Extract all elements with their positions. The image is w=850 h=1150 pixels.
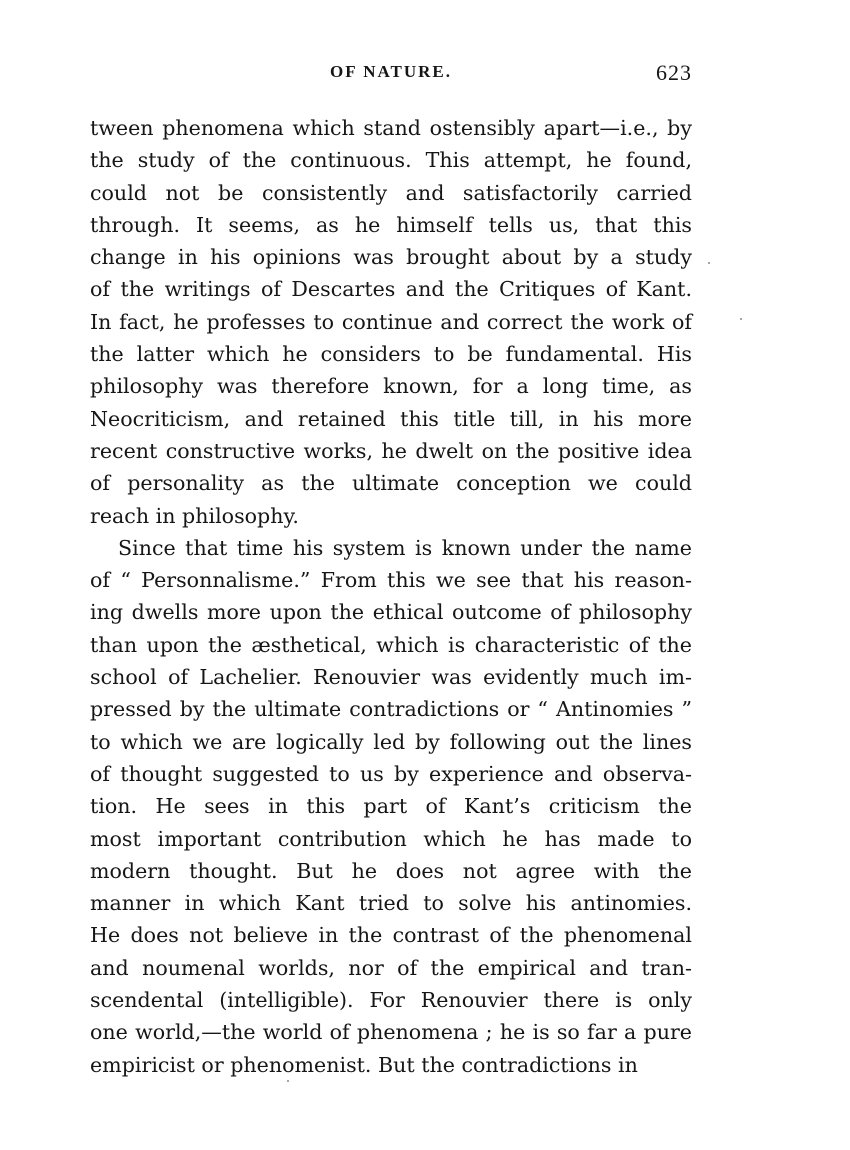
paragraph — [90, 532, 692, 1081]
speck-mark — [740, 318, 742, 320]
text-line: scendental (intelligible). For Renouvier there is only — [90, 988, 692, 1013]
text-line: most important contribution which he has made to — [90, 826, 692, 851]
text-line: Neocriticism, and retained this title till, in his more — [90, 406, 692, 431]
text-line: could not be consistently and satisfactorily carried — [90, 180, 692, 205]
paragraph — [90, 112, 692, 532]
text-line: to which we are logically led by following out the lines — [90, 729, 692, 754]
text-line: Since that time his system is known under the name — [118, 535, 692, 560]
speck-mark — [708, 262, 710, 264]
text-line: the study of the continuous. This attempt, he found, — [90, 148, 692, 173]
text-line: ing dwells more upon the ethical outcome of philosophy — [90, 600, 692, 625]
text-line: through. It seems, as he himself tells us, that this — [90, 212, 692, 237]
text-line: reach in philosophy. — [90, 503, 299, 528]
text-line: of the writings of Descartes and the Critiques of Kant. — [90, 277, 692, 302]
text-line: one world,—the world of phenomena ; he is so far a pure — [90, 1020, 692, 1045]
text-line: manner in which Kant tried to solve his antinomies. — [90, 891, 692, 916]
text-line: change in his opinions was brought about by a study — [90, 245, 692, 270]
text-line: In fact, he professes to continue and correct the work of — [90, 309, 692, 334]
speck-mark — [287, 1080, 289, 1082]
text-line: pressed by the ultimate contradictions or “ Antinomies ” — [90, 697, 692, 722]
page-number: 623 — [656, 60, 692, 85]
running-title: OF NATURE. — [330, 62, 452, 81]
text-line: of thought suggested to us by experience and observa- — [90, 761, 692, 786]
text-line: tion. He sees in this part of Kant’s criticism the — [90, 794, 692, 819]
text-line: modern thought. But he does not agree with the — [90, 858, 692, 883]
body-text — [90, 112, 692, 1081]
text-line: and noumenal worlds, nor of the empirical and tran- — [90, 955, 692, 980]
text-line: He does not believe in the contrast of the phenomenal — [90, 923, 692, 948]
text-line: philosophy was therefore known, for a long time, as — [90, 374, 692, 399]
text-line: of personality as the ultimate conception we could — [90, 471, 692, 496]
text-line: empiricist or phenomenist. But the contradictions in — [90, 1052, 638, 1077]
text-line: school of Lachelier. Renouvier was evidently much im- — [90, 665, 692, 690]
page-header — [90, 62, 692, 90]
text-line: recent constructive works, he dwelt on the positive idea — [90, 438, 692, 463]
text-line: than upon the æsthetical, which is characteristic of the — [90, 632, 692, 657]
text-line: of “ Personnalisme.” From this we see that his reason- — [90, 568, 692, 593]
text-line: the latter which he considers to be fundamental. His — [90, 342, 692, 367]
text-line: tween phenomena which stand ostensibly apart—i.e., by — [90, 116, 692, 140]
